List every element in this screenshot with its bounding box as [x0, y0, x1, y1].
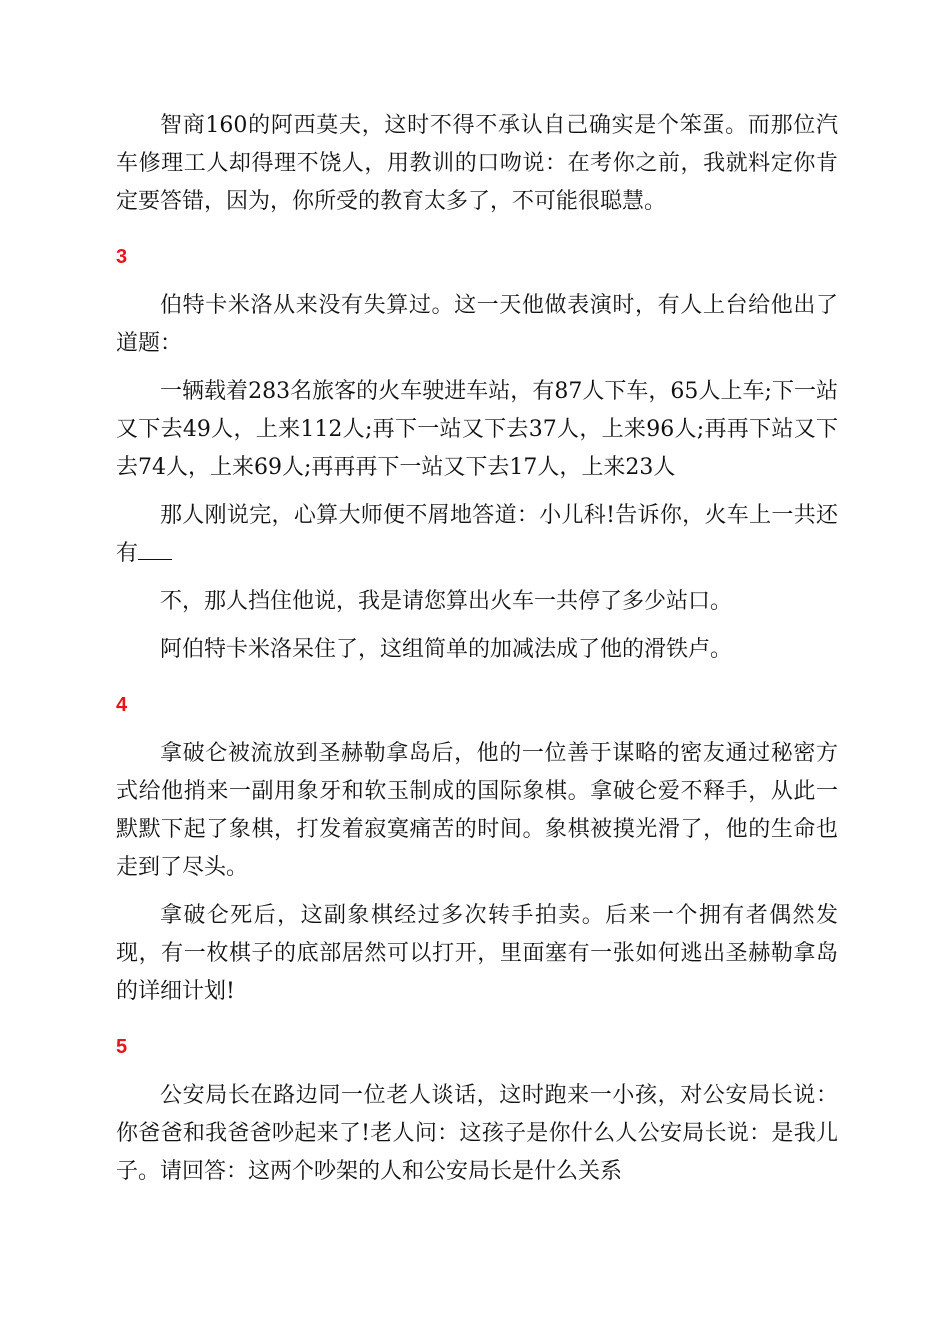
paragraph: 一辆载着283名旅客的火车驶进车站，有87人下车，65人上车;下一站又下去49人，上来112人;再下一站又下去37人，上来96人;再再下站又下去74人，上来69人;再再再下一站又下去17人，上来23人	[116, 379, 838, 480]
paragraph: 不，那人挡住他说，我是请您算出火车一共停了多少站口。	[160, 589, 733, 614]
paragraph: 阿伯特卡米洛呆住了，这组简单的加减法成了他的滑铁卢。	[160, 637, 733, 662]
paragraph: 公安局长在路边同一位老人谈话，这时跑来一小孩，对公安局长说：你爸爸和我爸爸吵起来了!老人问：这孩子是你什么人公安局长说：是我儿子。请回答：这两个吵架的人和公安局长是什么关系	[116, 1083, 838, 1184]
section-number: 5	[116, 1036, 128, 1058]
answer-blank	[138, 539, 172, 560]
paragraph-with-blank	[116, 497, 838, 573]
document-page	[116, 107, 838, 1201]
section-number: 3	[116, 246, 128, 268]
paragraph: 拿破仑死后，这副象棋经过多次转手拍卖。后来一个拥有者偶然发现，有一枚棋子的底部居然可以打开，里面塞有一张如何逃出圣赫勒拿岛的详细计划!	[116, 903, 838, 1004]
section-number: 4	[116, 694, 128, 716]
paragraph: 伯特卡米洛从来没有失算过。这一天他做表演时，有人上台给他出了道题：	[116, 293, 838, 356]
paragraph-text: 那人刚说完，心算大师便不屑地答道：小儿科!告诉你，火车上一共还有	[116, 503, 838, 566]
paragraph: 拿破仑被流放到圣赫勒拿岛后，他的一位善于谋略的密友通过秘密方式给他捎来一副用象牙和软玉制成的国际象棋。拿破仑爱不释手，从此一默默下起了象棋，打发着寂寞痛苦的时间。象棋被摸光滑了，他的生命也走到了尽头。	[116, 741, 838, 880]
paragraph: 智商160的阿西莫夫，这时不得不承认自己确实是个笨蛋。而那位汽车修理工人却得理不饶人，用教训的口吻说：在考你之前，我就料定你肯定要答错，因为，你所受的教育太多了，不可能很聪慧。	[116, 113, 838, 214]
